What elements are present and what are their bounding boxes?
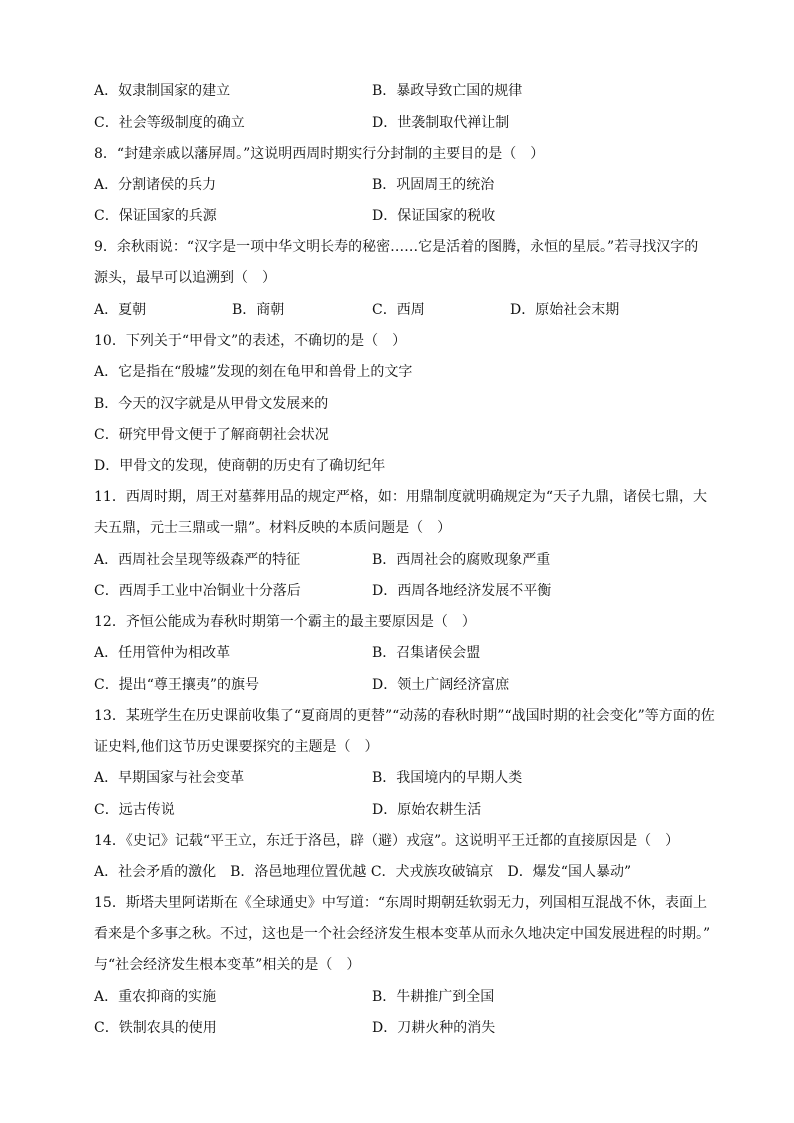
q9-stem-line2: 源头，最早可以追溯到（ ）: [94, 270, 276, 286]
q15-option-a: A．重农抑商的实施: [94, 989, 217, 1005]
q11-stem-line2: 夫五鼎，元士三鼎或一鼎”。材料反映的本质问题是（ ）: [94, 520, 452, 536]
q11-option-a: A．西周社会呈现等级森严的特征: [94, 552, 301, 568]
q11-option-b: B．西周社会的腐败现象严重: [372, 552, 551, 568]
q15-option-b: B．牛耕推广到全国: [372, 989, 495, 1005]
q12-option-d: D．领土广阔经济富庶: [372, 677, 510, 693]
q13-option-b: B．我国境内的早期人类: [372, 770, 523, 786]
q14-stem: 14．《史记》记载“平王立，东迁于洛邑，辟（避）戎寇”。这说明平王迁都的直接原因是（ ）: [94, 833, 680, 849]
q7-option-d: D．世袭制取代禅让制: [372, 115, 510, 131]
q12-stem: 12．齐恒公能成为春秋时期第一个霸主的最主要原因是（ ）: [94, 614, 476, 630]
q9-stem-line1: 9．余秋雨说：“汉字是一项中华文明长寿的秘密……它是活着的图腾，永恒的星辰。”若寻找汉字的: [94, 239, 699, 255]
q15-option-c: C．铁制农具的使用: [94, 1020, 217, 1036]
q10-option-b: B．今天的汉字就是从甲骨文发展来的: [94, 396, 329, 412]
q8-stem: 8．“封建亲戚以藩屏周。”这说明西周时期实行分封制的主要目的是（ ）: [94, 146, 545, 162]
q10-option-a: A．它是指在“殷墟”发现的刻在龟甲和兽骨上的文字: [94, 364, 413, 380]
q8-option-b: B．巩固周王的统治: [372, 177, 495, 193]
q13-stem-line1: 13．某班学生在历史课前收集了“夏商周的更替”“动荡的春秋时期”“战国时期的社会变化”等方面的佐: [94, 708, 715, 724]
q12-option-c: C．提出“尊王攘夷”的旗号: [94, 677, 260, 693]
q9-option-d: D．原始社会末期: [510, 302, 620, 318]
q10-stem: 10．下列关于“甲骨文”的表述，不确切的是（ ）: [94, 333, 407, 349]
q11-option-c: C．西周手工业中冶铜业十分落后: [94, 583, 301, 599]
q11-stem-line1: 11．西周时期，周王对墓葬用品的规定严格，如：用鼎制度就明确规定为“天子九鼎，诸侯七鼎，大: [94, 489, 707, 505]
q13-option-c: C．远古传说: [94, 802, 175, 818]
q10-option-d: D．甲骨文的发现，使商朝的历史有了确切纪年: [94, 458, 386, 474]
q14-options: A．社会矛盾的激化 B．洛邑地理位置优越 C．犬戎族攻破镐京 D．爆发“国人暴动”: [94, 864, 632, 880]
q12-option-a: A．任用管仲为相改革: [94, 645, 231, 661]
q9-option-c: C．西周: [372, 302, 425, 318]
q13-stem-line2: 证史料,他们这节历史课要探究的主题是（ ）: [94, 739, 379, 755]
q8-option-a: A．分割诸侯的兵力: [94, 177, 217, 193]
q15-stem-line3: 与“社会经济发生根本变革”相关的是（ ）: [94, 957, 361, 973]
q11-option-d: D．西周各地经济发展不平衡: [372, 583, 552, 599]
q7-option-a: A．奴隶制国家的建立: [94, 83, 231, 99]
q15-stem-line2: 看来是个多事之秋。不过，这也是一个社会经济发生根本变革从而永久地决定中国发展进程的时期。”: [94, 926, 711, 942]
q8-option-d: D．保证国家的税收: [372, 208, 496, 224]
q9-option-b: B．商朝: [232, 302, 285, 318]
q13-option-a: A．早期国家与社会变革: [94, 770, 245, 786]
q13-option-d: D．原始农耕生活: [372, 802, 482, 818]
q15-option-d: D．刀耕火种的消失: [372, 1020, 496, 1036]
q12-option-b: B．召集诸侯会盟: [372, 645, 481, 661]
q10-option-c: C．研究甲骨文便于了解商朝社会状况: [94, 427, 329, 443]
q8-option-c: C．保证国家的兵源: [94, 208, 217, 224]
q9-option-a: A．夏朝: [94, 302, 147, 318]
q7-option-c: C．社会等级制度的确立: [94, 115, 245, 131]
q15-stem-line1: 15．斯塔夫里阿诺斯在《全球通史》中写道：“东周时期朝廷软弱无力，列国相互混战不休，表面上: [94, 895, 707, 911]
q7-option-b: B．暴政导致亡国的规律: [372, 83, 523, 99]
